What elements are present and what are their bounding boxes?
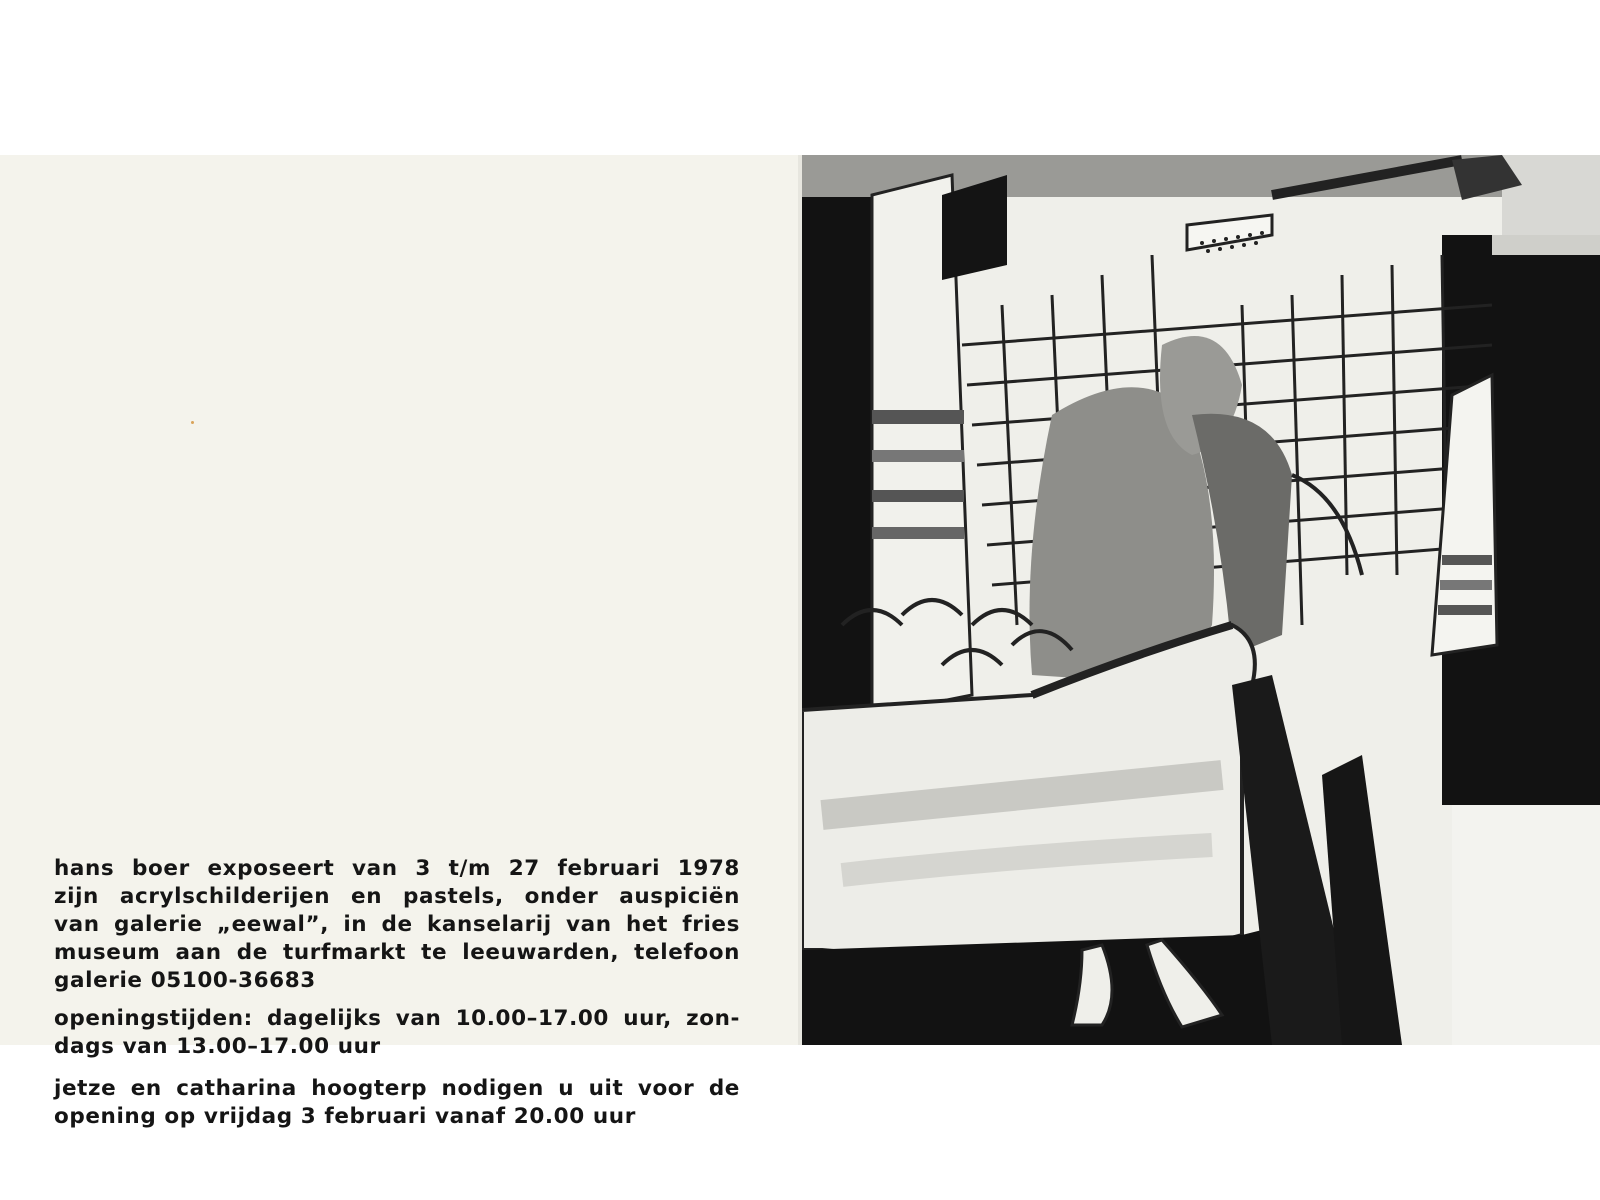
text-line: hans boer exposeert van 3 t/m 27 februari 1978 [54,856,740,881]
text-line: opening op vrijdag 3 februari vanaf 20.00 uur [54,1104,636,1129]
text-line: zijn acrylschilderijen en pastels, onder auspiciën [54,884,740,909]
text-line: galerie 05100-36683 [54,968,316,993]
bathroom-painting-image [802,155,1600,1045]
paper-speck [191,421,194,424]
exhibition-paragraph [54,855,740,995]
text-line: dags van 13.00–17.00 uur [54,1034,381,1059]
invitation-text-panel [0,155,798,1129]
artwork-panel [802,155,1600,1045]
opening-hours-paragraph [54,1005,740,1061]
invitation-text [54,855,740,1131]
text-line: museum aan de turfmarkt te leeuwarden, telefoon [54,940,740,965]
text-line: van galerie „eewal”, in de kanselarij van het fries [54,912,740,937]
invitation-paragraph [54,1075,740,1131]
text-line: jetze en catharina hoogterp nodigen u uit voor de [54,1076,740,1101]
text-line: openingstijden: dagelijks van 10.00–17.00 uur, zon- [54,1006,740,1031]
